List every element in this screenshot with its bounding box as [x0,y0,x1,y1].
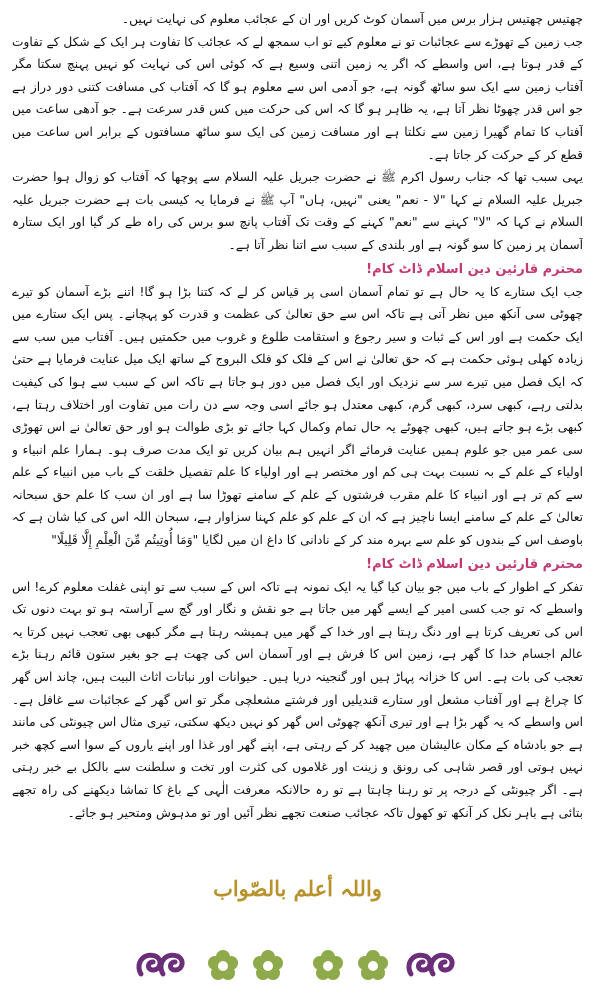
section-heading-2: محترم قارئین دین اسلام ڈاٹ کام! [366,556,583,572]
swirl-right-icon [408,955,451,974]
closing-phrase: واللہ أعلم بالصّواب [213,876,382,901]
swirl-left-icon [138,955,181,974]
flower-icon [253,950,283,980]
paragraph-1: چھتیس چھتیس ہزار برس میں آسمان کوٹ کریں اور ان کے عجائب معلوم کی نہایت نہیں۔ [121,12,583,26]
flower-icon [208,950,238,980]
footer-ornament [0,944,595,986]
flower-icon [313,950,343,980]
paragraph-5: تفکر کے اطوار کے باب میں جو بیان کیا گیا یہ ایک نمونہ ہے تاکہ اس کے سبب سے تو اپنی غفلت معلوم کرے! اس واسطے کہ تو جب کسی امیر کے ایسے گھر میں جاتا ہے جو نقش و نگار اور گچ سے آراستہ ہو تو بہت دنوں تک اس کی تعریف کرتا ہے اور دنگ رہتا ہے اور خدا کے گھر میں ہمیشہ رہتا ہے مگر کبھی بھی تعجب نہیں کرتا یہ عالم اجسام خدا کا گھر ہے، زمین اس کا فرش ہے اور آسمان اس کی چھت ہے جو بغیر ستون قائم رہنا بڑے تعجب کی بات ہے۔ اس کا خزانہ پہاڑ ہیں اور گنجینہ دریا ہیں۔ حیوانات اور نباتات اثاث البیت ہیں، چاند اس گھر کا چراغ ہے اور آفتاب مشعل اور ستارے قندیلیں اور فرشتے مشعلچی مگر تو اس گھر کے عجائبات سے غافل ہے۔ اس واسطے کہ یہ گھر بڑا ہے اور تیری آنکھ چھوٹی اس گھر کو نہیں دیکھ سکتی، تیری مثال اس چیونٹی کی مانند ہے جو بادشاہ کے مکان عالیشان میں چھید کر کے رہتی ہے، اپنے گھر اور غذا اور اپنے یاروں کے سوا اسے کچھ خبر نہیں ہوتی اور قصر شاہی کی رونق و زینت اور غلاموں کی کثرت اور تخت و سلطنت سے بالکل بے خبر رہتی ہے۔ اگر چیونٹی کے درجہ پر تو رہنا چاہتا ہے تو رہ حالانکہ معرفت الٰہی کے باغ کا تماشا دیکھنے کی راہ تجھے بتائی ہے باہر نکل کر آنکھ تو کھول تاکہ عجائب صنعت تجھے نظر آئیں اور تو مدہوش ومتحیر ہو جائے۔ [12,579,583,820]
paragraph-2: جب زمین کے تھوڑے سے عجائبات تو نے معلوم کیے تو اب سمجھ لے کہ عجائب کا تفاوت ہر ایک کے شکل کے تفاوت کے قدر ہوتا ہے، اس واسطے کہ اگر یہ زمین اتنی وسیع ہے کہ کوئی اس کی نہایت کو نہیں پہنچ سکتا مگر آفتاب زمین سے ایک سو ساٹھ گونہ ہے، جو آدمی اس سے معلوم ہو گا کہ آفتاب کی مسافت کتنی دور دراز ہے جو اس قدر چھوٹا نظر آتا ہے، یہ ظاہر ہو گا کہ اس کی حرکت میں کس قدر سرعت ہے۔ جو آدھی ساعت میں آفتاب کا تمام گھیرا زمین سے نکلتا ہے اور مسافت زمین کی ایک سو ساٹھ مسافتوں کے برابر اس ساعت میں قطع کر کے حرکت کر جاتا ہے۔ [12,34,583,162]
section-heading-1: محترم قارئین دین اسلام ڈاٹ کام! [366,261,583,277]
ornament-svg [133,944,463,986]
article-body [12,8,583,828]
flower-icon [358,950,388,980]
paragraph-3: یہی سبب تھا کہ جناب رسول اکرم ﷺ نے حضرت جبریل علیہ السلام سے پوچھا کہ آفتاب کو زوال ہوا حضرت جبریل علیہ السلام نے کہا "لا - نعم" یعنی "نہیں، ہاں" آپ ﷺ نے فرمایا یہ کیسی بات ہے حضرت جبریل علیہ السلام نے کہا کہ "لا" کہنے سے "نعم" کہنے کے وقت تک آفتاب پانچ سو برس کی راہ طے کر گیا اور ایک ستارہ آسمان پر زمین کا سو گونہ ہے اور بلندی کے سبب سے اتنا نظر آتا ہے۔ [12,170,583,252]
paragraph-4: جب ایک ستارے کا یہ حال ہے تو تمام آسمان اسی پر قیاس کر لے کہ کتنا بڑا ہو گا! اتنے بڑے آسمان کو تیرے چھوٹی سی آنکھ میں نظر آتی ہے تاکہ اس سے حق تعالیٰ کی عظمت و قدرت کو پہچانے۔ پس ایک ستارے میں ایک حکمت ہے اور اس کے ثبات و سیر رجوع و استقامت طلوع و غروب میں حکمتیں ہیں۔ آفتاب میں سب سے زیادہ کھلی ہوئی حکمت ہے کہ حق تعالیٰ نے اس کے فلک کو فلک البروج کے ساتھ ایک میل عنایت فرمایا ہے حتیٰ کہ ایک فصل میں تیرے سر سے نزدیک اور ایک فصل میں دور ہو جاتا ہے تاکہ اس کے سبب سے ہوا کی کیفیت بدلتی رہے، کبھی سرد، کبھی گرم، کبھی معتدل ہو جائے اسی وجہ سے دن رات میں تفاوت اور اختلاف رہتا ہے، کبھی بڑے ہو جاتے ہیں، کبھی چھوٹے یہ حال تمام وکمال کہا جائے تو بڑی طوالت ہو اور حق تعالیٰ نے اس تھوڑی سی عمر میں جو علوم ہمیں عنایت فرمائے اگر انہیں ہم بیان کریں تو ایک مدت صرف ہو۔ ہمارا علم انبیاء و اولیاء کے علم کے بہ نسبت بہت ہی کم اور مختصر ہے اور اولیاء کا علم تفصیل خلقت کے باب میں انبیاء کے علم سے کم تر ہے اور انبیاء کا علم مقرب فرشتوں کے علم کے سامنے تھوڑا سا ہے اور ان سب کا علم حق سبحانہ تعالیٰ کے علم کے سامنے ایسا ناچیز ہے کہ ان کے علم کو علم کہنا سزاوار ہے، سبحان اللہ اس کی کیا شان ہے کہ باوصف اس کے بندوں کو علم سے بہرہ مند کر کے نادانی کا داغ ان میں لگایا "وَمَا أُوتِيتُم مِّنَ الْعِلْمِ إِلَّا قَلِيلًا" [12,284,583,548]
